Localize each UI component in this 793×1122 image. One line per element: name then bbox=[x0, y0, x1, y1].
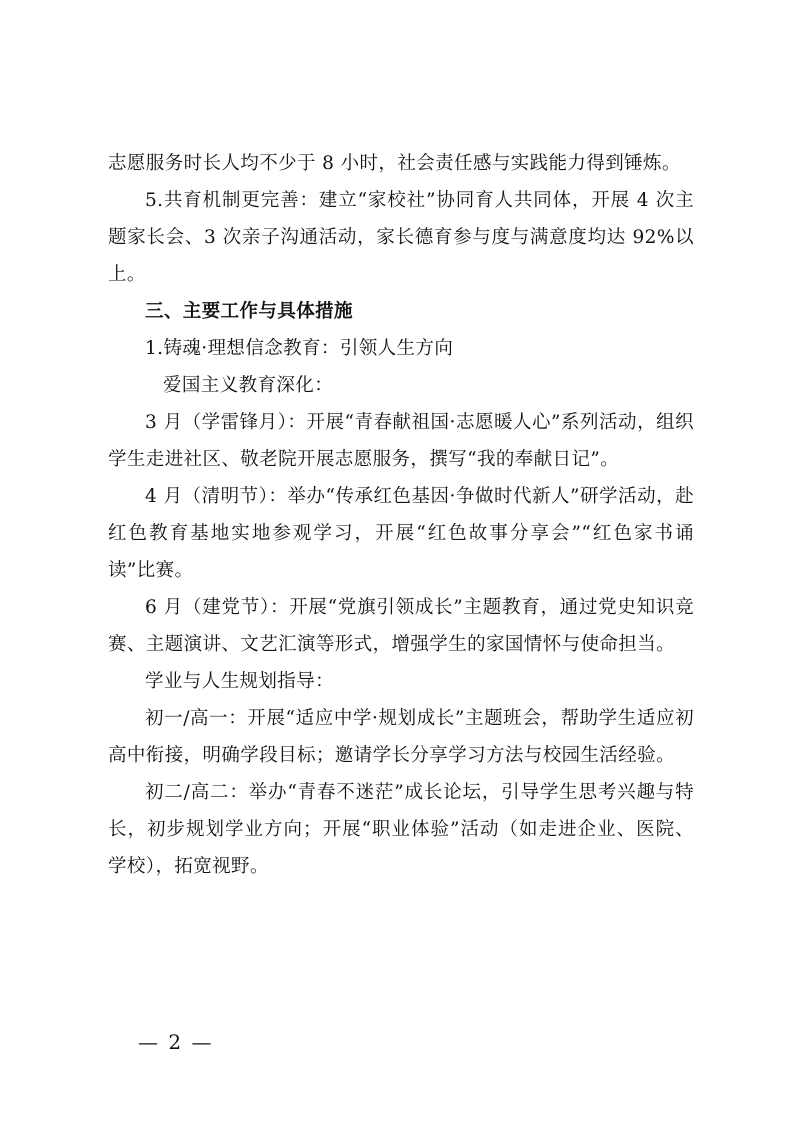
document-body bbox=[108, 145, 694, 885]
paragraph-coeducation-mechanism: 5.共育机制更完善：建立“家校社”协同育人共同体，开展 4 次主题家长会、3 次亲子沟通活动，家长德育参与度与满意度均达 92%以上。 bbox=[108, 190, 694, 285]
subheading-ideals-education: 1.铸魂·理想信念教育：引领人生方向 bbox=[145, 338, 454, 359]
paragraph-april-activity: 4 月（清明节）：举办“传承红色基因·争做时代新人”研学活动，赴红色教育基地实地参观学习，开展“红色故事分享会”“红色家书诵读”比赛。 bbox=[108, 486, 694, 581]
paragraph-grade-one: 初一/高一：开展“适应中学·规划成长”主题班会，帮助学生适应初高中衔接，明确学段目标；邀请学长分享学习方法与校园生活经验。 bbox=[108, 708, 694, 766]
subheading-patriotic-education: 爱国主义教育深化： bbox=[163, 375, 334, 396]
section-heading-main-work: 三、主要工作与具体措施 bbox=[145, 301, 353, 322]
subheading-study-planning: 学业与人生规划指导： bbox=[145, 671, 335, 692]
page-number: — 2 — bbox=[138, 1030, 214, 1054]
paragraph-volunteer-hours: 志愿服务时长人均不少于 8 小时，社会责任感与实践能力得到锤炼。 bbox=[108, 153, 681, 174]
paragraph-june-activity: 6 月（建党节）：开展“党旗引领成长”主题教育，通过党史知识竞赛、主题演讲、文艺汇演等形式，增强学生的家国情怀与使命担当。 bbox=[108, 597, 694, 655]
paragraph-grade-two: 初二/高二：举办“青春不迷茫”成长论坛，引导学生思考兴趣与特长，初步规划学业方向；开展“职业体验”活动（如走进企业、医院、学校），拓宽视野。 bbox=[108, 782, 694, 877]
paragraph-march-activity: 3 月（学雷锋月）：开展“青春献祖国·志愿暖人心”系列活动，组织学生走进社区、敬老院开展志愿服务，撰写“我的奉献日记”。 bbox=[108, 412, 694, 470]
